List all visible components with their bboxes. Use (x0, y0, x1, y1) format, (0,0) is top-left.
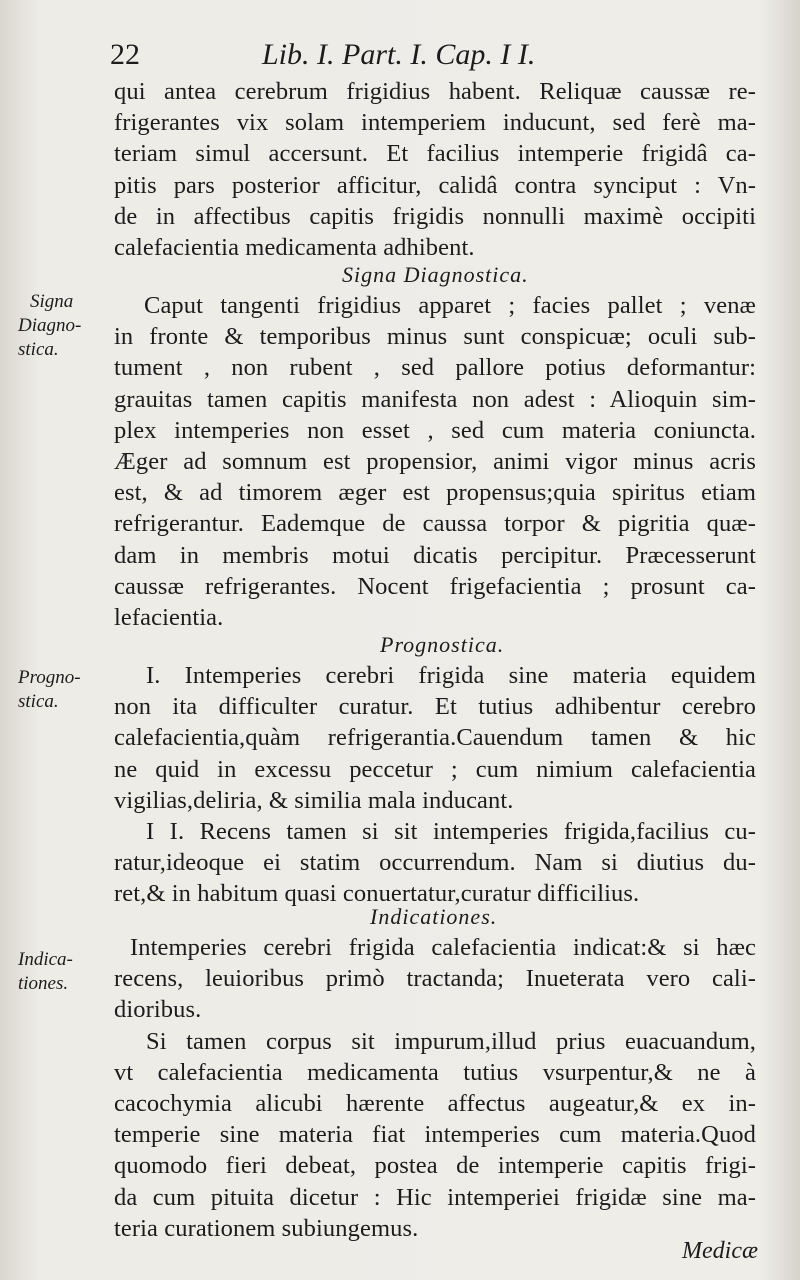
text-line: quomodo fieri debeat, postea de intemperie capitis frigi- (114, 1152, 756, 1180)
text-line: qui antea cerebrum frigidius habent. Reliquæ caussæ re- (114, 78, 756, 105)
text-line: recens, leuioribus primò tractanda; Inueterata vero cali- (114, 965, 756, 993)
section-heading-signa: Signa Diagnostica. (342, 262, 529, 287)
text-line: lefacientia. (114, 603, 224, 631)
text-line: calefacientia,quàm refrigerantia.Cauendum tamen & hic (114, 724, 756, 752)
margin-note-signa (18, 290, 108, 362)
text-line: ratur,ideoque ei statim occurrendum. Nam si diutius du- (114, 849, 756, 877)
text-line: Intemperies cerebri frigida calefacientia indicat:& si hæc (130, 934, 756, 961)
margin-note-indicationes (18, 948, 108, 996)
text-line: Si tamen corpus sit impurum,illud prius euacuandum, (146, 1027, 756, 1055)
text-line: est, & ad timorem æger est propensus;quia spiritus etiam (114, 479, 756, 507)
text-line: Æger ad somnum est propensior, animi vigor minus acris (114, 447, 756, 475)
text-line: plex intemperies non esset , sed cum materia coniuncta. (114, 416, 756, 444)
text-line: calefacientia medicamenta adhibent. (114, 233, 475, 261)
margin-note-line: Signa (30, 291, 74, 312)
text-line: in fronte & temporibus minus sunt conspicuæ; oculi sub- (114, 323, 756, 351)
text-line: Caput tangenti frigidius apparet ; facies pallet ; venæ (144, 292, 756, 319)
text-line: refrigerantur. Eademque de caussa torpor & pigritia quæ- (114, 510, 756, 538)
text-line: pitis pars posterior afficitur, calidâ contra synciput : Vn- (114, 171, 756, 199)
text-line: I. Intemperies cerebri frigida sine materia equidem (146, 662, 756, 689)
text-line: dam in membris motui dicatis percipitur. Præcesserunt (114, 541, 756, 569)
text-line: ne quid in excessu peccetur ; cum nimium calefacientia (114, 755, 756, 783)
running-head: Lib. I. Part. I. Cap. I I. (262, 38, 536, 71)
prognostica-paragraph (114, 660, 756, 910)
text-line: temperie sine materia fiat intemperies cum materia.Quod (114, 1121, 756, 1149)
margin-note-line: stica. (18, 691, 59, 712)
opening-paragraph (114, 76, 756, 263)
page-header (110, 38, 770, 78)
text-line: vt calefacientia medicamenta tutius vsurpentur,& ne à (114, 1058, 756, 1086)
text-line: I I. Recens tamen si sit intemperies frigida,facilius cu- (146, 817, 756, 845)
page-number: 22 (110, 38, 140, 71)
margin-note-line: stica. (18, 339, 59, 360)
text-line: tument , non rubent , sed pallore potius deformantur: (114, 354, 756, 382)
text-line: teria curationem subiungemus. (114, 1214, 419, 1242)
text-line: frigerantes vix solam intemperiem inducunt, sed ferè ma- (114, 109, 756, 137)
text-line: grauitas tamen capitis manifesta non adest : Alioquin sim- (114, 385, 756, 413)
text-line: vigilias,deliria, & similia mala inducant. (114, 786, 514, 814)
text-line: de in affectibus capitis frigidis nonnulli maximè occipiti (114, 202, 756, 230)
indicationes-paragraph (114, 932, 756, 1244)
text-line: dioribus. (114, 996, 202, 1024)
margin-note-line: Indica- (18, 949, 73, 970)
text-line: da cum pituita dicetur : Hic intemperiei frigidæ sine ma- (114, 1183, 756, 1211)
margin-note-line: Diagno- (18, 315, 82, 336)
margin-note-line: tiones. (18, 973, 69, 994)
text-line: ret,& in habitum quasi conuertatur,curatur difficilius. (114, 880, 640, 908)
text-line: teriam simul accersunt. Et facilius intemperie frigidâ ca- (114, 140, 756, 168)
text-line: caussæ refrigerantes. Nocent frigefacientia ; prosunt ca- (114, 572, 756, 600)
text-line: cacochymia alicubi hærente affectus augeatur,& ex in- (114, 1089, 756, 1117)
text-line: non ita difficulter curatur. Et tutius adhibentur cerebro (114, 693, 756, 721)
margin-note-prognostica (18, 666, 108, 714)
section-heading-indicationes: Indicationes. (370, 904, 498, 929)
margin-note-line: Progno- (18, 667, 81, 688)
catchword: Medicæ (682, 1238, 758, 1264)
signa-paragraph (114, 290, 756, 633)
section-heading-prognostica: Prognostica. (380, 632, 505, 657)
